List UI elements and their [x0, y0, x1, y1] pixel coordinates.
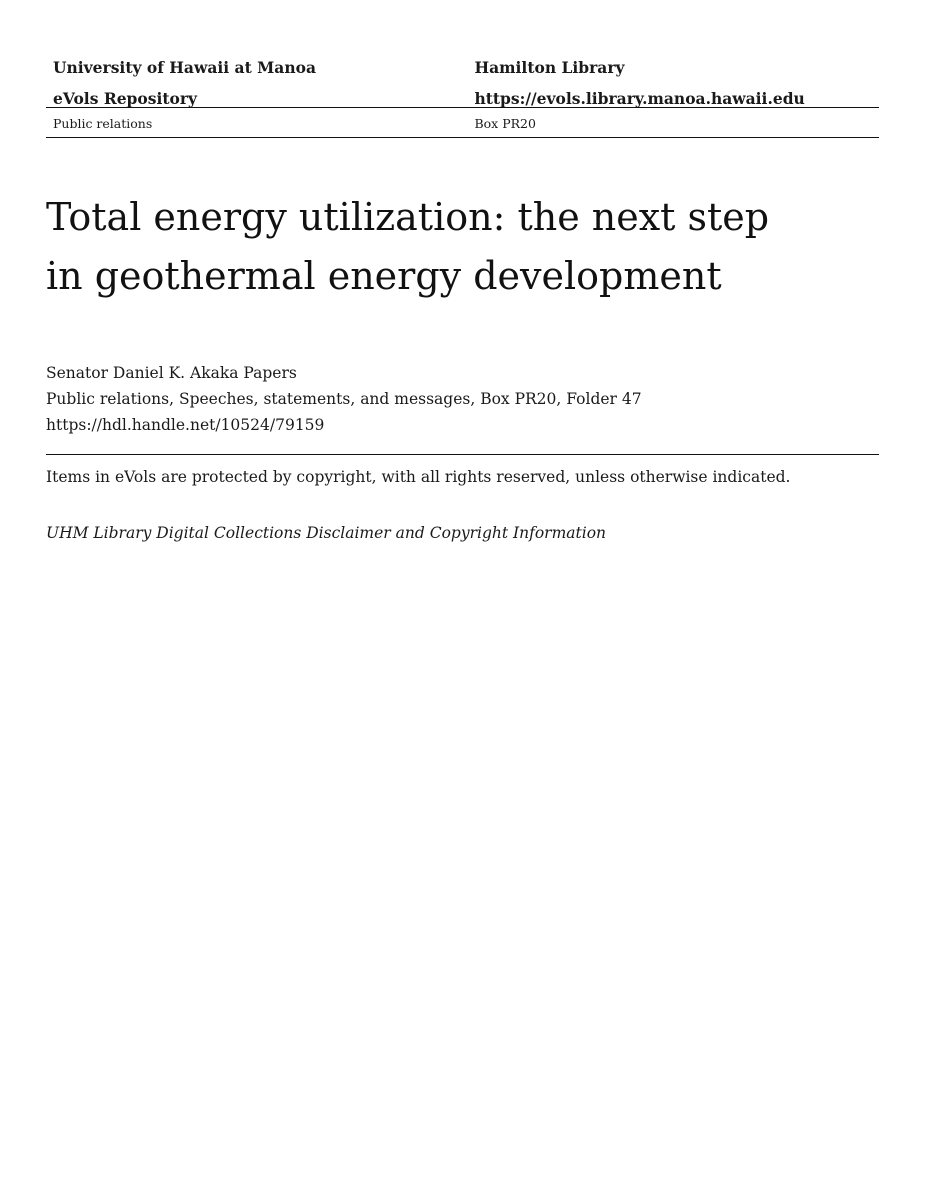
document-metadata: [46, 360, 879, 438]
box-label: Box PR20: [474, 116, 536, 131]
header-table: [46, 52, 879, 114]
metadata-divider: [46, 454, 879, 455]
library-name: Hamilton Library: [474, 58, 625, 77]
header-divider-bottom: [46, 137, 879, 138]
institution-name: University of Hawaii at Manoa: [53, 58, 316, 77]
header-divider-top: [46, 107, 879, 108]
series-label: Public relations: [53, 116, 153, 131]
disclaimer-link[interactable]: UHM Library Digital Collections Disclaimer and Copyright Information: [46, 524, 607, 542]
title-line-1: Total energy utilization: the next step: [46, 195, 770, 239]
document-title: [46, 188, 879, 306]
header-row-3: [46, 110, 879, 137]
handle-link[interactable]: https://hdl.handle.net/10524/79159: [46, 416, 325, 434]
header-row-1: [46, 52, 879, 83]
repository-url[interactable]: https://evols.library.manoa.hawaii.edu: [474, 89, 805, 108]
collection-name: Senator Daniel K. Akaka Papers: [46, 364, 297, 382]
folder-location: Public relations, Speeches, statements, and messages, Box PR20, Folder 47: [46, 390, 642, 408]
title-line-2: in geothermal energy development: [46, 254, 722, 298]
repository-name: eVols Repository: [53, 89, 198, 108]
copyright-notice: Items in eVols are protected by copyright, with all rights reserved, unless otherwise indicated.: [46, 468, 791, 486]
